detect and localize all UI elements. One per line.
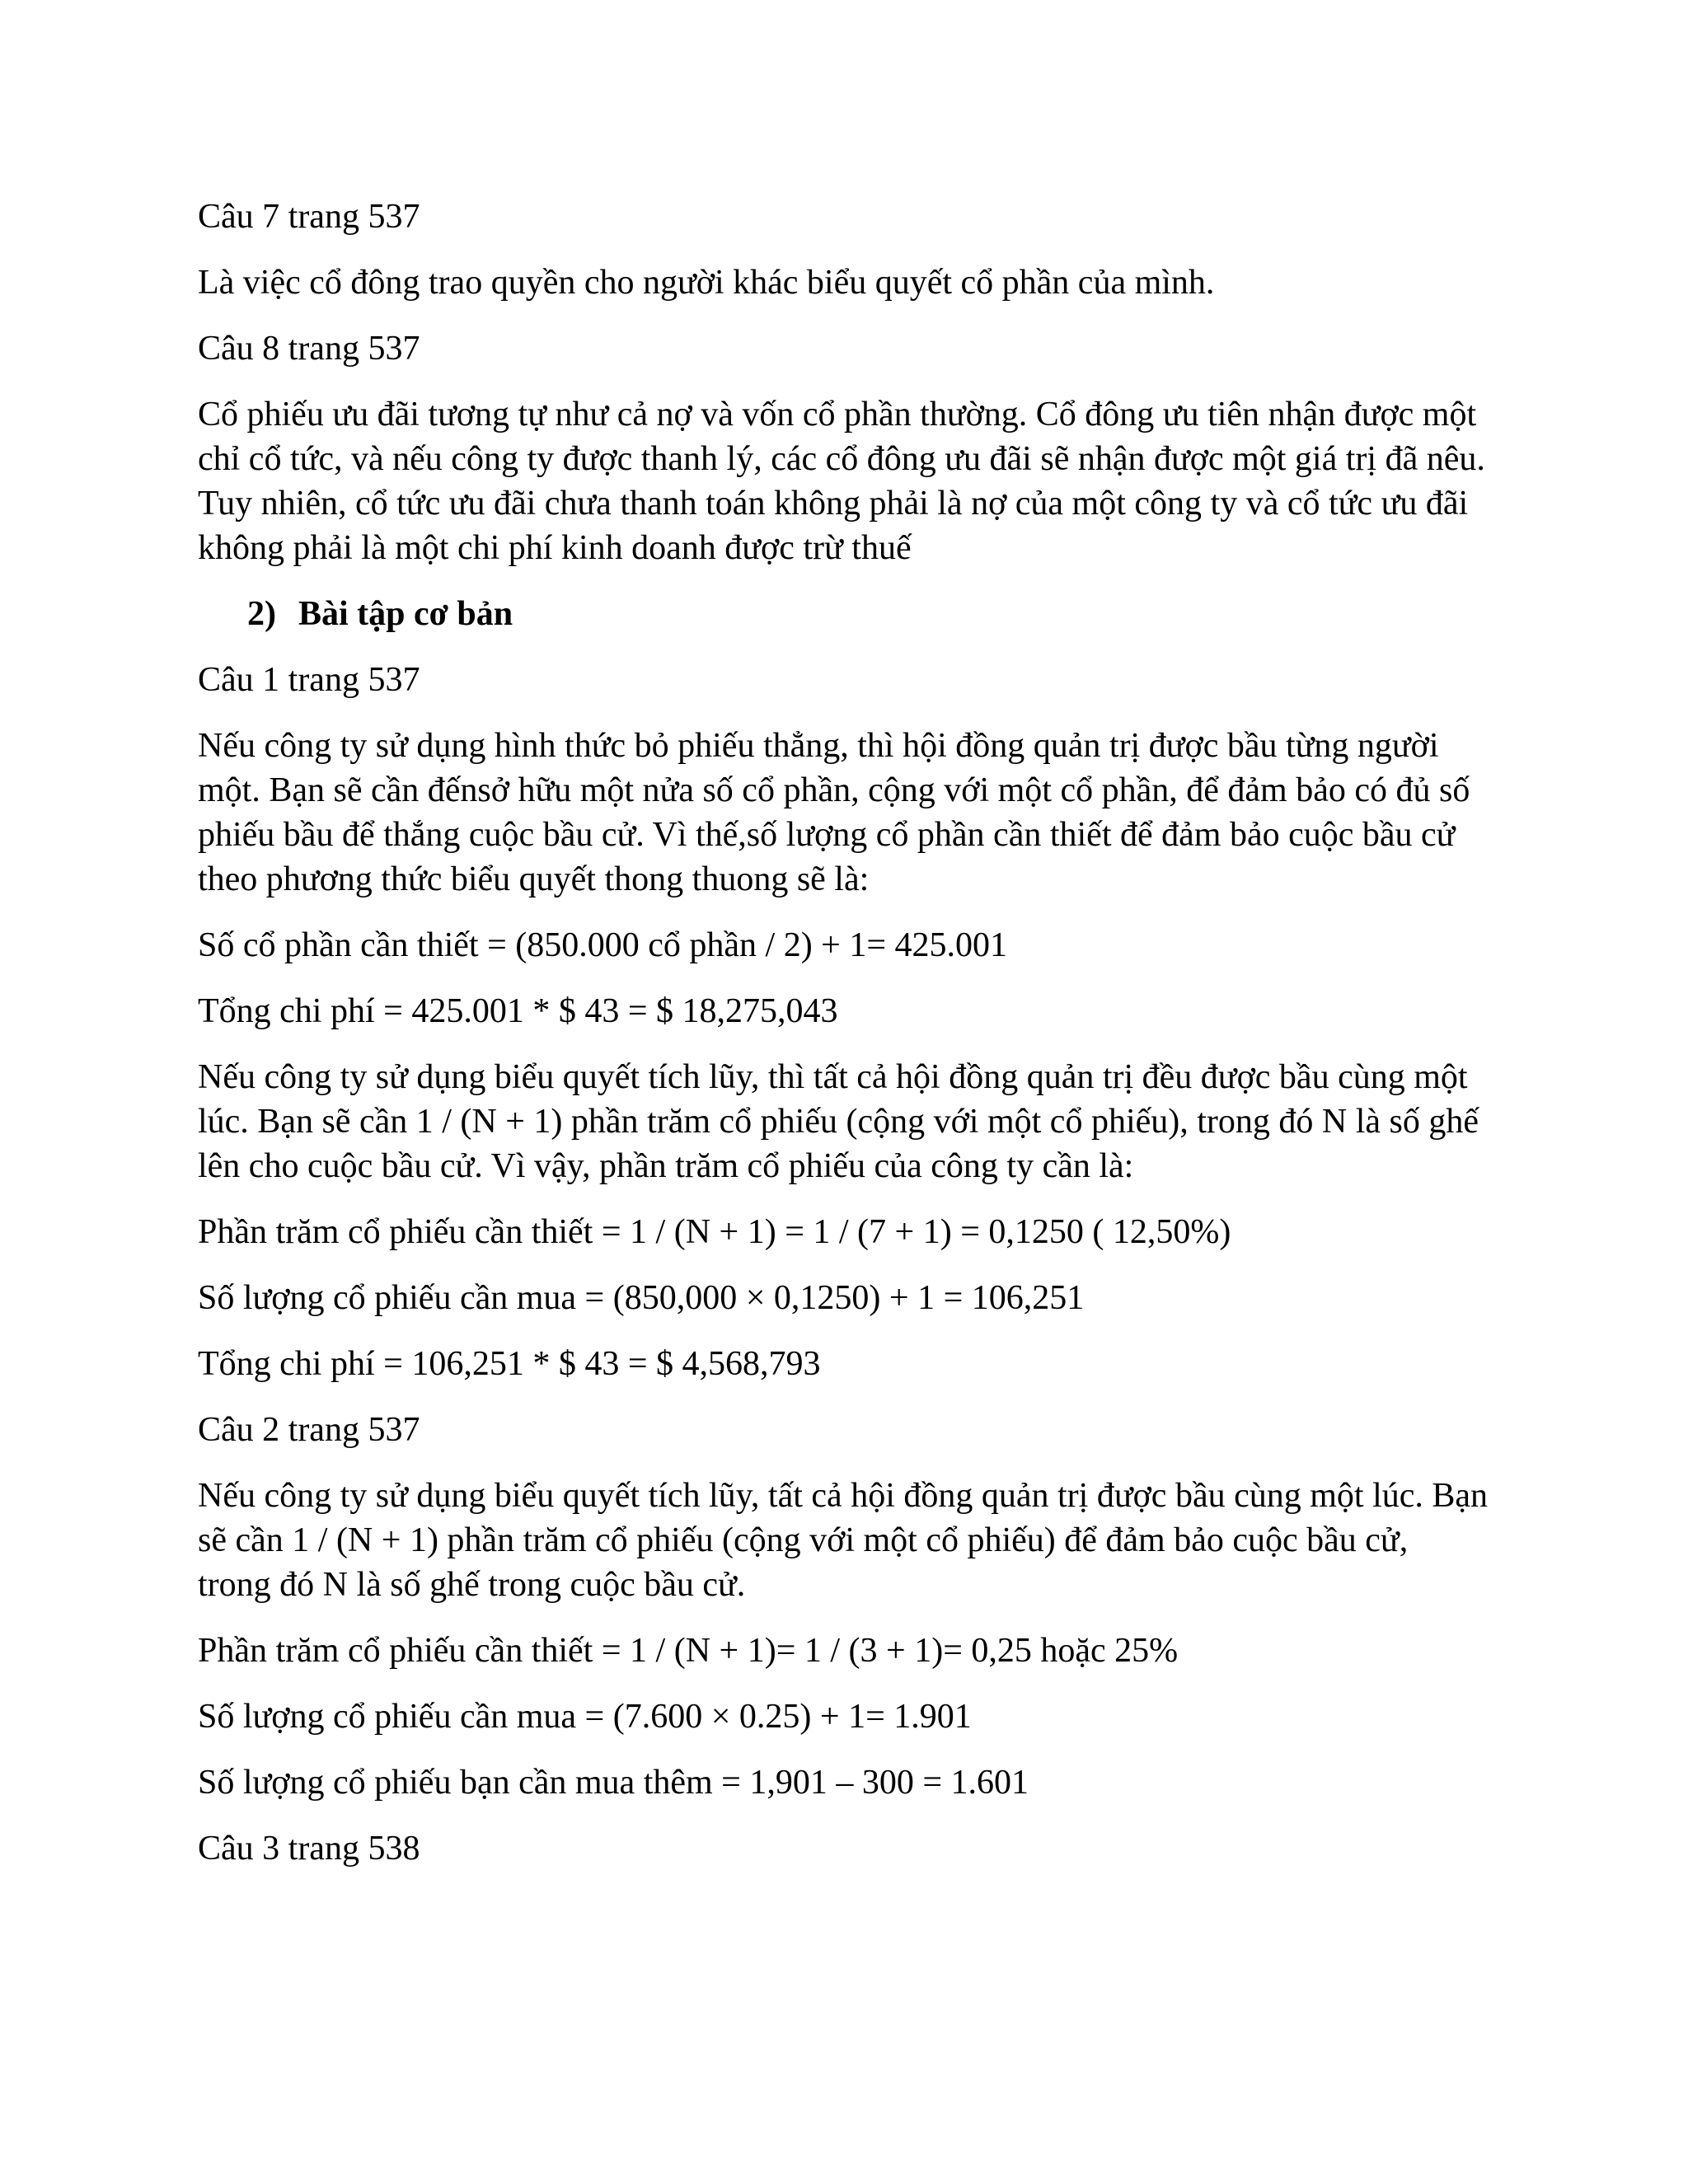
answer-paragraph: Là việc cổ đông trao quyền cho người khác biểu quyết cổ phần của mình.: [198, 264, 1215, 302]
question-label: Câu 2 trang 537: [198, 1411, 420, 1449]
question-label: Câu 7 trang 537: [198, 198, 420, 236]
formula-line: Tổng chi phí = 106,251 * $ 43 = $ 4,568,793: [198, 1345, 821, 1383]
section-title: Bài tập cơ bản: [298, 595, 513, 633]
question-label: Câu 8 trang 537: [198, 330, 420, 368]
question-label: Câu 3 trang 538: [198, 1830, 420, 1868]
section-number: 2): [247, 595, 276, 633]
answer-paragraph: Nếu công ty sử dụng biểu quyết tích lũy, thì tất cả hội đồng quản trị đều được bầu cùng một lúc. Bạn sẽ cần 1 / (N + 1) phần trăm cổ phiếu (cộng với một cổ phiếu), trong đó N là số ghế lên cho cuộc bầu cử. Vì vậy, phần trăm cổ phiếu của công ty cần là:: [198, 1058, 1479, 1185]
answer-paragraph: Cổ phiếu ưu đãi tương tự như cả nợ và vốn cổ phần thường. Cổ đông ưu tiên nhận được một chỉ cổ tức, và nếu công ty được thanh lý, các cổ đông ưu đãi sẽ nhận được một giá trị đã nêu. Tuy nhiên, cổ tức ưu đãi chưa thanh toán không phải là nợ của một công ty và cổ tức ưu đãi không phải là một chi phí kinh doanh được trừ thuế: [198, 396, 1485, 567]
formula-line: Số lượng cổ phiếu cần mua = (7.600 × 0.25) + 1= 1.901: [198, 1698, 972, 1736]
answer-paragraph: Nếu công ty sử dụng hình thức bỏ phiếu thẳng, thì hội đồng quản trị được bầu từng người một. Bạn sẽ cần đếnsở hữu một nửa số cổ phần, cộng với một cổ phần, để đảm bảo có đủ số phiếu bầu để thắng cuộc bầu cử. Vì thế,số lượng cổ phần cần thiết để đảm bảo cuộc bầu cử theo phương thức biểu quyết thong thuong sẽ là:: [198, 727, 1470, 898]
formula-line: Phần trăm cổ phiếu cần thiết = 1 / (N + 1)= 1 / (3 + 1)= 0,25 hoặc 25%: [198, 1632, 1179, 1670]
formula-line: Số cổ phần cần thiết = (850.000 cổ phần / 2) + 1= 425.001: [198, 926, 1008, 964]
formula-line: Số lượng cổ phiếu cần mua = (850,000 × 0,1250) + 1 = 106,251: [198, 1279, 1085, 1317]
formula-line: Phần trăm cổ phiếu cần thiết = 1 / (N + 1) = 1 / (7 + 1) = 0,1250 ( 12,50%): [198, 1213, 1231, 1251]
document-body: [198, 194, 1489, 1892]
formula-line: Số lượng cổ phiếu bạn cần mua thêm = 1,901 – 300 = 1.601: [198, 1764, 1029, 1802]
formula-line: Tổng chi phí = 425.001 * $ 43 = $ 18,275,043: [198, 992, 838, 1030]
question-label: Câu 1 trang 537: [198, 661, 420, 699]
section-heading: [247, 592, 1489, 636]
answer-paragraph: Nếu công ty sử dụng biểu quyết tích lũy, tất cả hội đồng quản trị được bầu cùng một lúc. Bạn sẽ cần 1 / (N + 1) phần trăm cổ phiếu (cộng với một cổ phiếu) để đảm bảo cuộc bầu cử, trong đó N là số ghế trong cuộc bầu cử.: [198, 1477, 1489, 1604]
